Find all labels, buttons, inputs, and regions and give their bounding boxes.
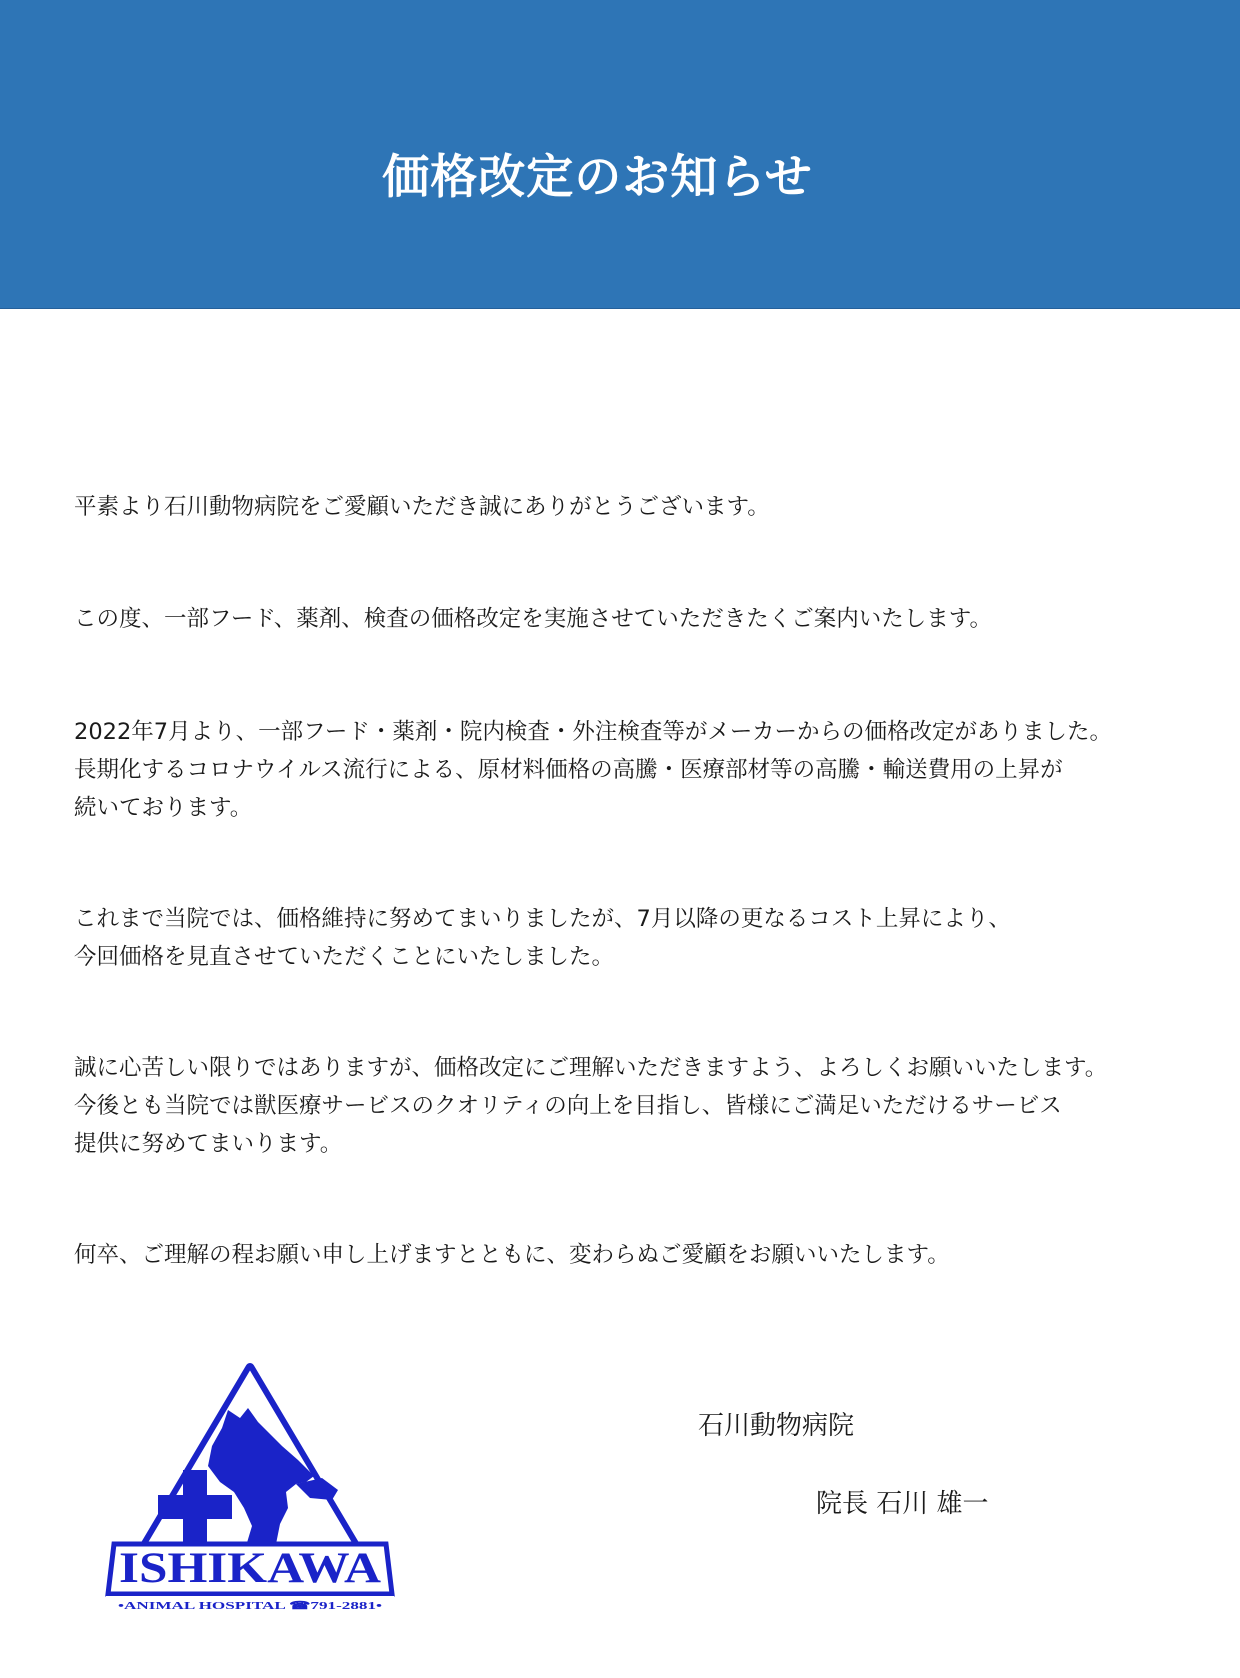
paragraph-line: 何卒、ご理解の程お願い申し上げますとともに、変わらぬご愛顧をお願いいたします。 [74, 1242, 950, 1268]
logo-icon [100, 1358, 400, 1614]
announcement-paragraph [74, 600, 1194, 638]
paragraph-line: 今回価格を見直させていただくことにいたしました。 [74, 944, 615, 970]
hospital-name: 石川動物病院 [698, 1411, 855, 1441]
page-title: 価格改定のお知らせ [382, 150, 813, 205]
paragraph-line: 続いております。 [74, 795, 253, 821]
paragraph-line: 今後とも当院では獣医療サービスのクオリティの向上を目指し、皆様にご満足いただけるサービス [74, 1093, 1062, 1119]
closing-paragraph [74, 1236, 1194, 1274]
logo-wordmark: ISHIKAWA [119, 1545, 381, 1592]
cross-horizontal [158, 1495, 232, 1519]
director-name: 院長 石川 雄一 [816, 1489, 989, 1519]
title-banner [0, 0, 1240, 309]
request-paragraph [74, 1049, 1194, 1163]
paragraph-line: 誠に心苦しい限りではありますが、価格改定にご理解いただきますよう、よろしくお願いいたします。 [74, 1055, 1108, 1081]
greeting-paragraph [74, 488, 1194, 526]
logo-subtitle: •ANIMAL HOSPITAL ☎791-2881• [118, 1600, 383, 1612]
paragraph-line: 長期化するコロナウイルス流行による、原材料価格の高騰・医療部材等の高騰・輸送費用の上昇が [74, 757, 1063, 783]
decision-paragraph [74, 900, 1194, 976]
ishikawa-animal-hospital-logo [100, 1358, 400, 1614]
paragraph-line: これまで当院では、価格維持に努めてまいりましたが、7月以降の更なるコスト上昇により、 [74, 906, 1011, 932]
reason-paragraph [74, 713, 1194, 827]
paragraph-line: この度、一部フード、薬剤、検査の価格改定を実施させていただきたくご案内いたします。 [74, 606, 993, 632]
paragraph-line: 2022年7月より、一部フード・薬剤・院内検査・外注検査等がメーカーからの価格改定がありました。 [74, 719, 1112, 745]
paragraph-line: 提供に努めてまいります。 [74, 1131, 343, 1157]
paragraph-line: 平素より石川動物病院をご愛顧いただき誠にありがとうございます。 [74, 494, 770, 520]
